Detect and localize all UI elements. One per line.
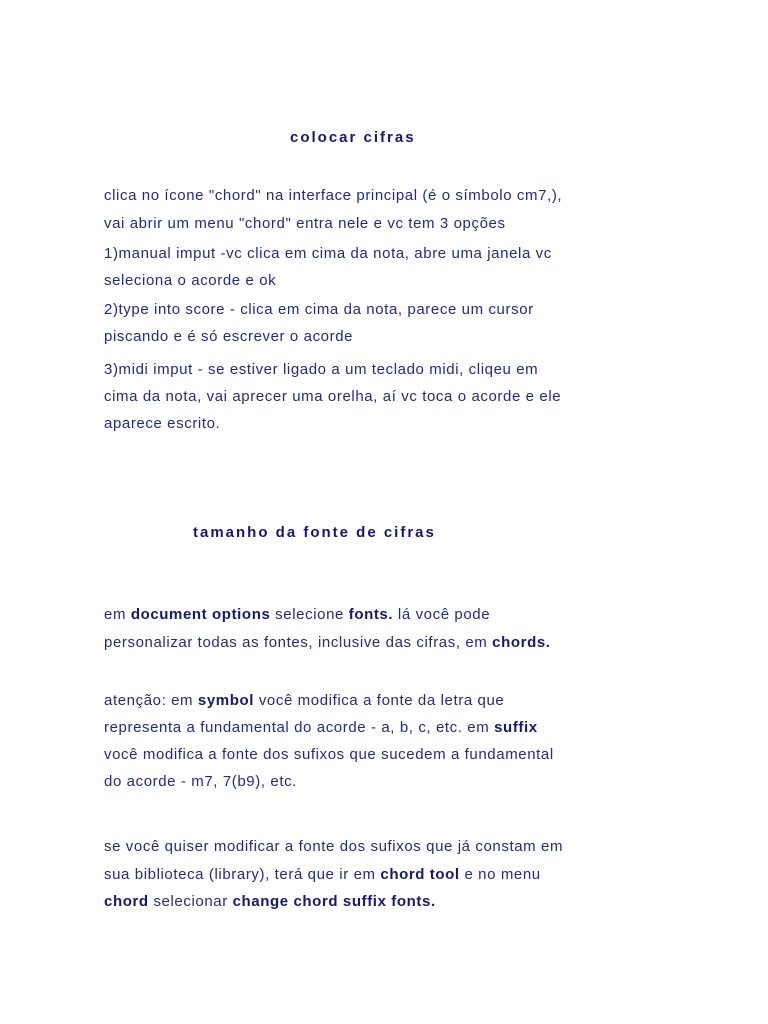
paragraph-line: piscando e é só escrever o acorde: [104, 328, 354, 345]
paragraph-line: [104, 866, 541, 884]
paragraph-line: clica no ícone "chord" na interface principal (é o símbolo cm7,),: [104, 187, 563, 204]
paragraph-line: [104, 893, 436, 911]
paragraph-line: [104, 606, 490, 624]
paragraph-line: [104, 692, 504, 710]
bold-term-change-chord-suffix-fonts: change chord suffix fonts.: [232, 893, 436, 910]
text-run: personalizar todas as fontes, inclusive das cifras, em: [104, 634, 493, 651]
bold-term-chord: chord: [104, 893, 149, 910]
section-heading-colocar-cifras: colocar cifras: [290, 129, 416, 146]
paragraph-line: [104, 634, 551, 652]
section-heading-tamanho-fonte: tamanho da fonte de cifras: [193, 524, 436, 541]
paragraph-line: 2)type into score - clica em cima da nota, parece um cursor: [104, 301, 534, 318]
text-run: representa a fundamental do acorde - a, b, c, etc. em: [104, 719, 495, 736]
text-run: lá você pode: [393, 606, 491, 623]
text-run: você modifica a fonte dos sufixos que sucedem a fundamental: [104, 746, 554, 763]
bold-term-suffix: suffix: [494, 719, 538, 736]
paragraph-line: 3)midi imput - se estiver ligado a um teclado midi, cliqeu em: [104, 361, 539, 378]
text-run: você modifica a fonte da letra que: [254, 692, 505, 709]
text-run: do acorde - m7, 7(b9), etc.: [104, 773, 297, 790]
bold-term-symbol: symbol: [197, 692, 255, 709]
paragraph-line: [104, 746, 554, 764]
paragraph-line: aparece escrito.: [104, 415, 221, 432]
bold-term-chords: chords.: [492, 634, 551, 651]
bold-term-chord-tool: chord tool: [380, 866, 460, 883]
bold-term-document-options: document options: [130, 606, 271, 623]
text-run: selecionar: [148, 893, 233, 910]
paragraph-line: [104, 838, 563, 856]
paragraph-line: 1)manual imput -vc clica em cima da nota, abre uma janela vc: [104, 245, 552, 262]
paragraph-line: [104, 773, 297, 791]
paragraph-line: cima da nota, vai aprecer uma orelha, aí vc toca o acorde e ele: [104, 388, 562, 405]
text-run: selecione: [270, 606, 349, 623]
text-run: sua biblioteca (library), terá que ir em: [104, 866, 381, 883]
text-run: e no menu: [459, 866, 541, 883]
text-run: em: [104, 606, 131, 623]
paragraph-line: [104, 719, 538, 737]
text-run: se você quiser modificar a fonte dos sufixos que já constam em: [104, 838, 564, 855]
paragraph-line: seleciona o acorde e ok: [104, 272, 277, 289]
text-run: atenção: em: [104, 692, 198, 709]
bold-term-fonts: fonts.: [348, 606, 394, 623]
paragraph-line: vai abrir um menu "chord" entra nele e vc tem 3 opções: [104, 215, 506, 232]
